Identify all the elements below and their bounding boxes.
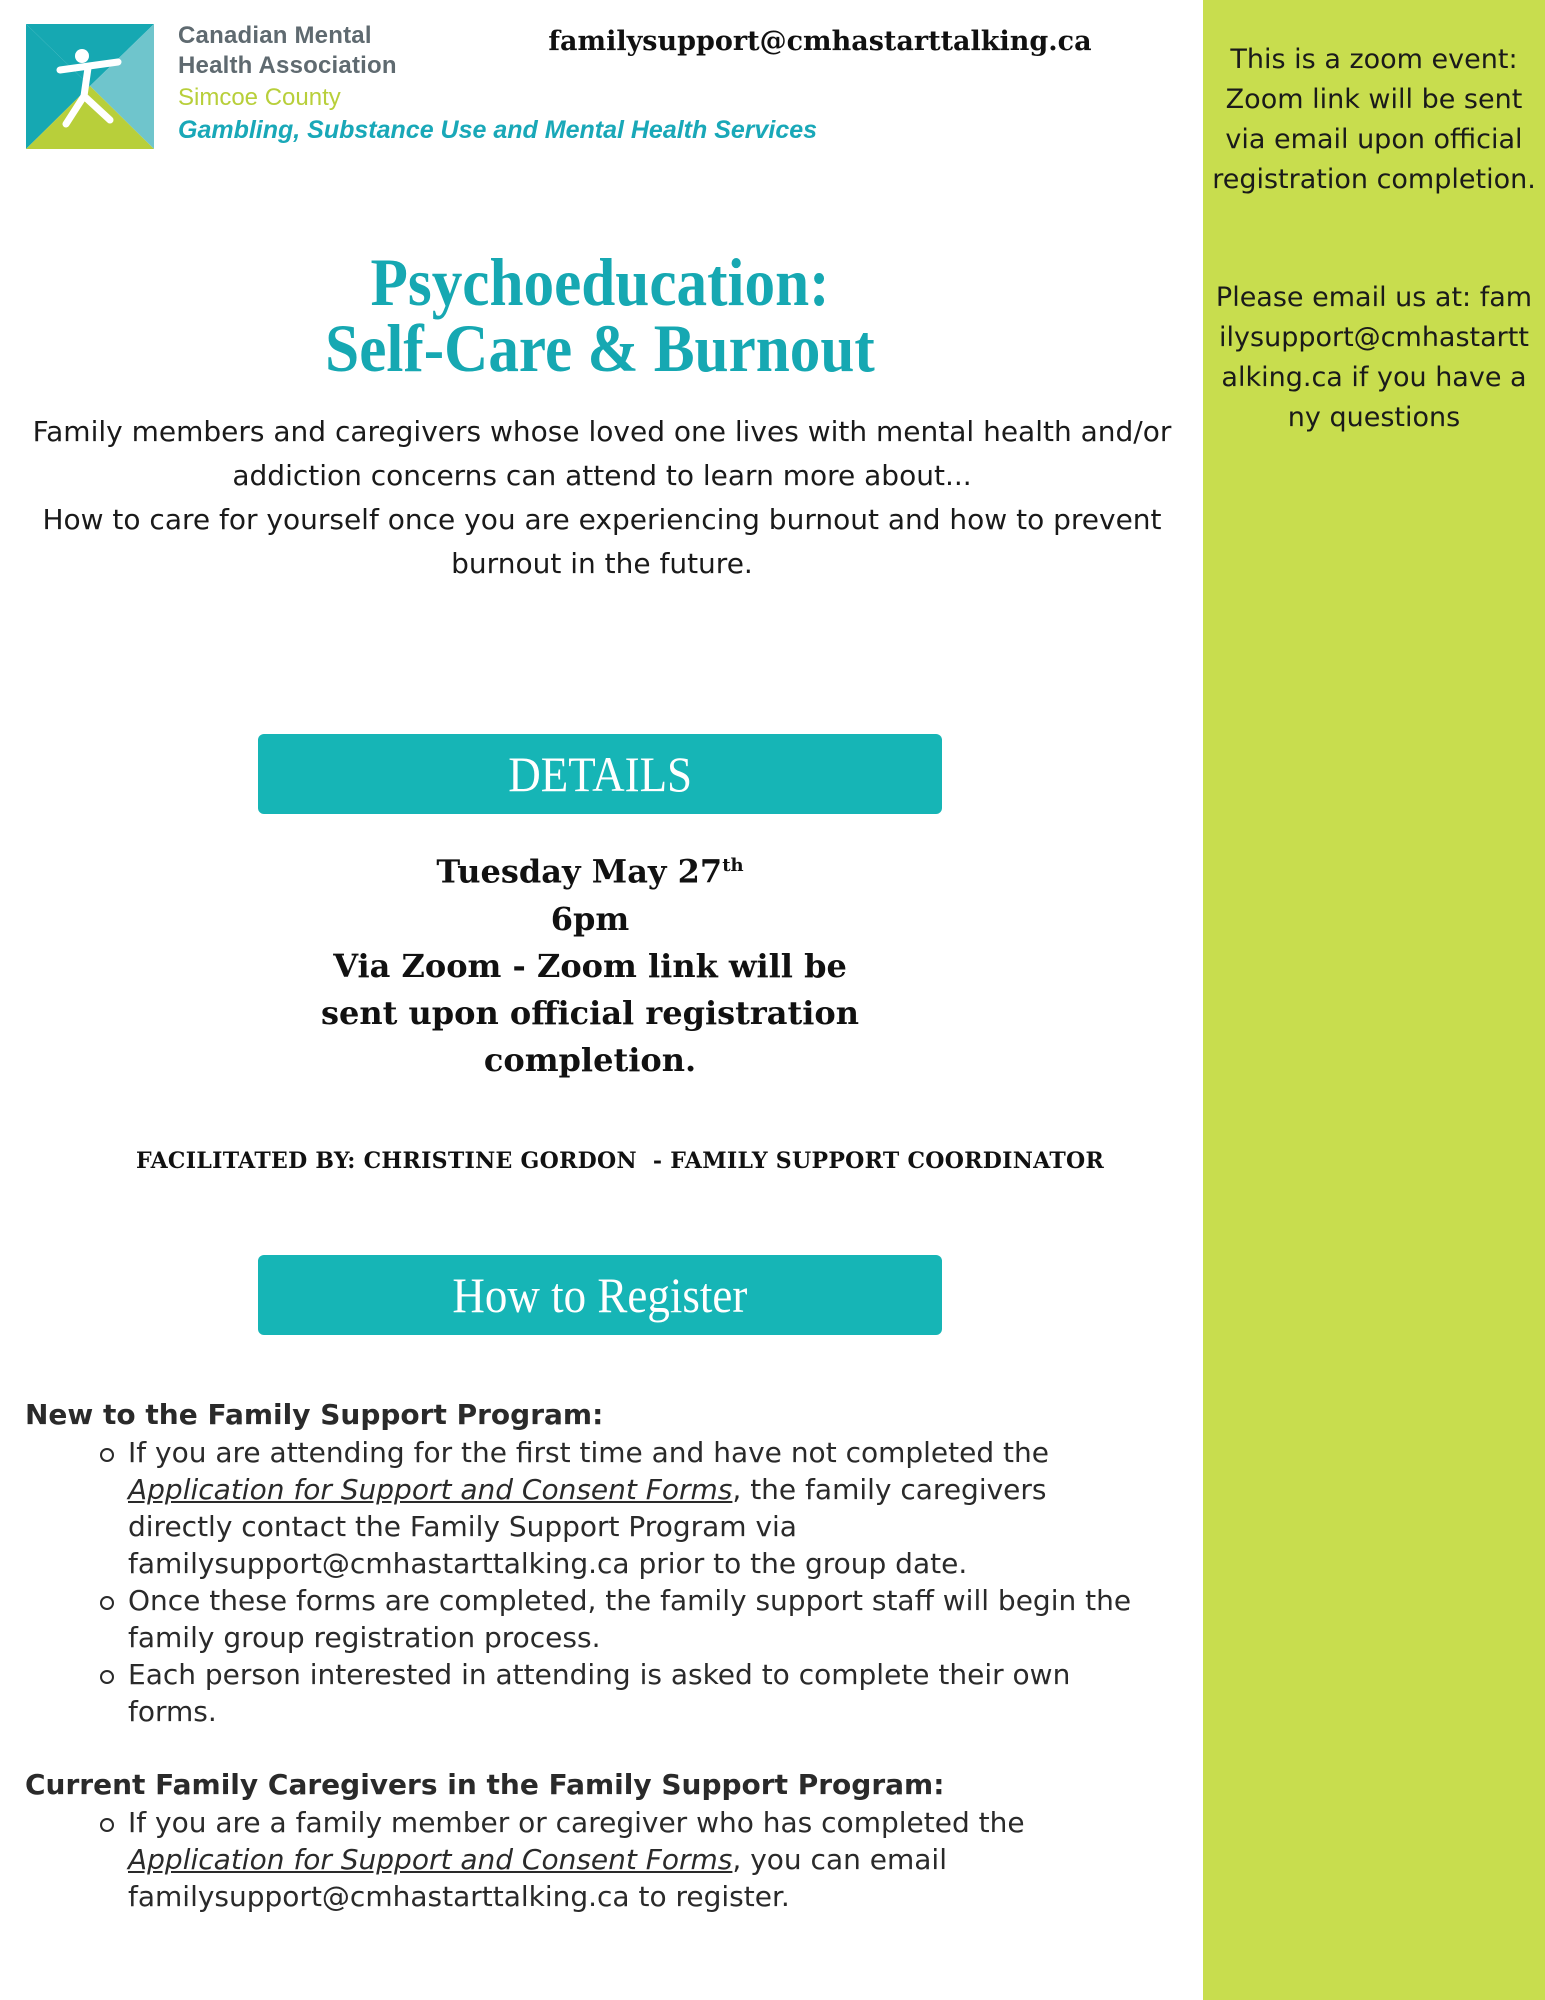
event-location-line2: sent upon official registration: [320, 993, 860, 1032]
logo-text-line3: Simcoe County: [178, 84, 341, 111]
intro-paragraph: How to care for yourself once you are experiencing burnout and how to prevent burnout in the future.: [42, 503, 1162, 580]
details-header: [258, 734, 942, 814]
list-item: Once these forms are completed, the family support staff will begin the family group registration process.: [100, 1582, 1140, 1656]
side-panel: [1203, 0, 1545, 2000]
intro-text: [14, 410, 1190, 586]
facilitator: FACILITATED BY: CHRISTINE GORDON - FAMILY SUPPORT COORDINATOR: [135, 1148, 1105, 1174]
application-forms-link[interactable]: Application for Support and Consent Forms: [128, 1473, 733, 1506]
page-title-line2: Self-Care & Burnout: [325, 310, 875, 386]
current-caregivers-list: [100, 1804, 1140, 1915]
new-participants-heading: New to the Family Support Program:: [25, 1398, 604, 1431]
logo-text-line1: Canadian Mental: [178, 22, 372, 49]
list-item: Each person interested in attending is asked to complete their own forms.: [100, 1656, 1140, 1730]
event-location-line3: completion.: [483, 1040, 697, 1079]
header-email[interactable]: familysupport@cmhastarttalking.ca: [548, 26, 1092, 57]
logo-tagline: Gambling, Substance Use and Mental Health Services: [178, 116, 818, 144]
details-heading: DETAILS: [508, 746, 692, 802]
contact-note: Please email us at: familysupport@cmhastarttalking.ca if you have any questions: [1215, 282, 1533, 433]
event-location-line1: Via Zoom - Zoom link will be: [333, 946, 847, 985]
event-date: Tuesday May 27th: [436, 852, 744, 891]
logo-text-line2: Health Association: [178, 52, 397, 79]
register-heading: How to Register: [452, 1267, 748, 1323]
current-caregivers-heading: Current Family Caregivers in the Family Support Program:: [25, 1768, 945, 1801]
zoom-event-note: This is a zoom event: Zoom link will be sent via email upon official registration completion.: [1212, 44, 1536, 195]
cmha-logo-icon: [26, 24, 154, 149]
intro-paragraph: Family members and caregivers whose loved one lives with mental health and/or addiction concerns can attend to learn more about...: [32, 415, 1172, 492]
event-details: [290, 842, 890, 1084]
list-item: If you are a family member or caregiver who has completed the Application for Support and Consent Forms, you can email familysupport@cmhastarttalking.ca to register.: [100, 1804, 1140, 1915]
new-participants-list: [100, 1434, 1140, 1730]
event-time: 6pm: [550, 899, 630, 938]
page-title-line1: Psychoeducation:: [370, 244, 830, 320]
register-header: [258, 1255, 942, 1335]
list-item: If you are attending for the first time and have not completed the Application for Support and Consent Forms, the family caregivers directly contact the Family Support Program via familysupport@cmhastarttalking.ca prior to the group date.: [100, 1434, 1140, 1582]
application-forms-link[interactable]: Application for Support and Consent Forms: [128, 1843, 733, 1876]
